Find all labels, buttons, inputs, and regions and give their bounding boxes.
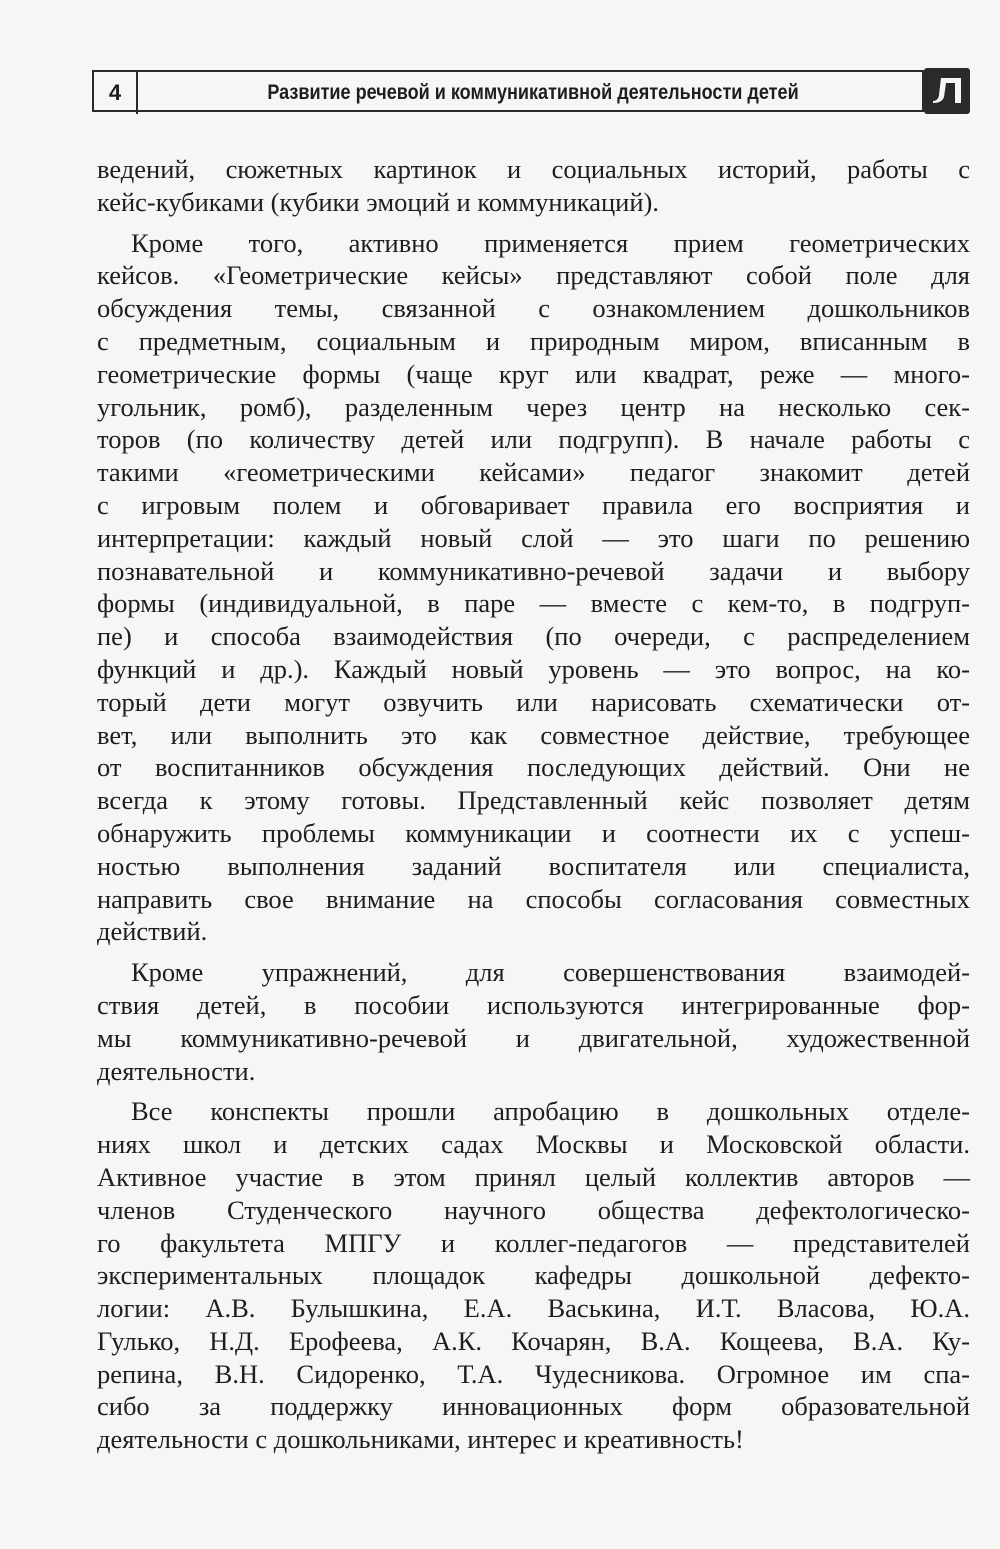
body-text xyxy=(97,153,970,1464)
text-line: сибо за поддержку инновационных форм образовательной xyxy=(97,1391,970,1422)
text-line: познавательной и коммуникативно-речевой задачи и выбору xyxy=(97,555,970,586)
text-line: торый дети могут озвучить или нарисовать схематически от- xyxy=(97,686,970,717)
text-line: пе) и способа взаимодействия (по очереди, с распределением xyxy=(97,621,970,652)
text-line: кейсов. «Геометрические кейсы» представляют собой поле для xyxy=(97,260,970,291)
text-line: формы (индивидуальной, в паре — вместе с кем-то, в подгруп- xyxy=(97,588,970,619)
text-line: репина, В.Н. Сидоренко, Т.А. Чудесникова. Огромное им спа- xyxy=(97,1358,970,1389)
text-line: угольник, ромб), разделенным через центр на несколько сек- xyxy=(97,391,970,422)
text-line: функций и др.). Каждый новый уровень — это вопрос, на ко- xyxy=(97,653,970,684)
header-frame xyxy=(92,70,924,112)
text-line: обсуждения темы, связанной с ознакомлением дошкольников xyxy=(97,293,970,324)
text-line: от воспитанников обсуждения последующих действий. Они не xyxy=(97,752,970,783)
paragraph xyxy=(97,1095,970,1456)
text-line: интерпретации: каждый новый слой — это шаги по решению xyxy=(97,522,970,553)
text-line: вет, или выполнить это как совместное действие, требующее xyxy=(97,719,970,750)
text-line: Все конспекты прошли апробацию в дошкольных отделе- xyxy=(131,1096,970,1127)
text-line: торов (по количеству детей или подгрупп). В начале работы с xyxy=(97,424,970,455)
text-line: действий. xyxy=(97,916,208,947)
text-line: ностью выполнения заданий воспитателя или специалиста, xyxy=(97,850,970,881)
text-line: ствия детей, в пособии используются интегрированные фор- xyxy=(97,989,970,1020)
paragraph xyxy=(97,956,970,1087)
text-line: мы коммуникативно-речевой и двигательной, художественной xyxy=(97,1022,970,1053)
text-line: геометрические формы (чаще круг или квадрат, реже — много- xyxy=(97,358,970,389)
text-line: такими «геометрическими кейсами» педагог знакомит детей xyxy=(97,457,970,488)
page-number: 4 xyxy=(94,72,138,114)
text-line: обнаружить проблемы коммуникации и соотнести их с успеш- xyxy=(97,817,970,848)
text-line: Кроме упражнений, для совершенствования взаимодей- xyxy=(131,957,970,988)
text-line: экспериментальных площадок кафедры дошкольной дефекто- xyxy=(97,1260,970,1291)
text-line: с игровым полем и обговаривает правила его восприятия и xyxy=(97,489,970,520)
text-line: деятельности. xyxy=(97,1055,256,1086)
text-line: членов Студенческого научного общества дефектологическо- xyxy=(97,1194,970,1225)
publisher-logo-icon xyxy=(924,68,970,114)
text-line: ведений, сюжетных картинок и социальных историй, работы с xyxy=(97,154,970,184)
text-line: логии: А.В. Булышкина, Е.А. Васькина, И.Т. Власова, Ю.А. xyxy=(97,1293,970,1324)
text-line: направить свое внимание на способы согласования совместных xyxy=(97,883,970,914)
paragraph xyxy=(97,227,970,949)
text-line: Гулько, Н.Д. Ерофеева, А.К. Кочарян, В.А. Кощеева, В.А. Ку- xyxy=(97,1325,970,1356)
paragraph xyxy=(97,153,970,219)
running-header xyxy=(92,70,970,116)
running-title: Развитие речевой и коммуникативной деятельности детей xyxy=(267,81,799,104)
text-line: Активное участие в этом принял целый коллектив авторов — xyxy=(97,1161,970,1192)
text-line: с предметным, социальным и природным миром, вписанным в xyxy=(97,325,970,356)
text-line: деятельности с дошкольниками, интерес и креативность! xyxy=(97,1424,744,1455)
text-line: ниях школ и детских садах Москвы и Московской области. xyxy=(97,1129,970,1160)
text-line: всегда к этому готовы. Представленный кейс позволяет детям xyxy=(97,785,970,816)
text-line: го факультета МПГУ и коллег-педагогов — представителей xyxy=(97,1227,970,1258)
text-line: кейс-кубиками (кубики эмоций и коммуникаций). xyxy=(97,186,659,217)
text-line: Кроме того, активно применяется прием геометрических xyxy=(131,227,970,258)
